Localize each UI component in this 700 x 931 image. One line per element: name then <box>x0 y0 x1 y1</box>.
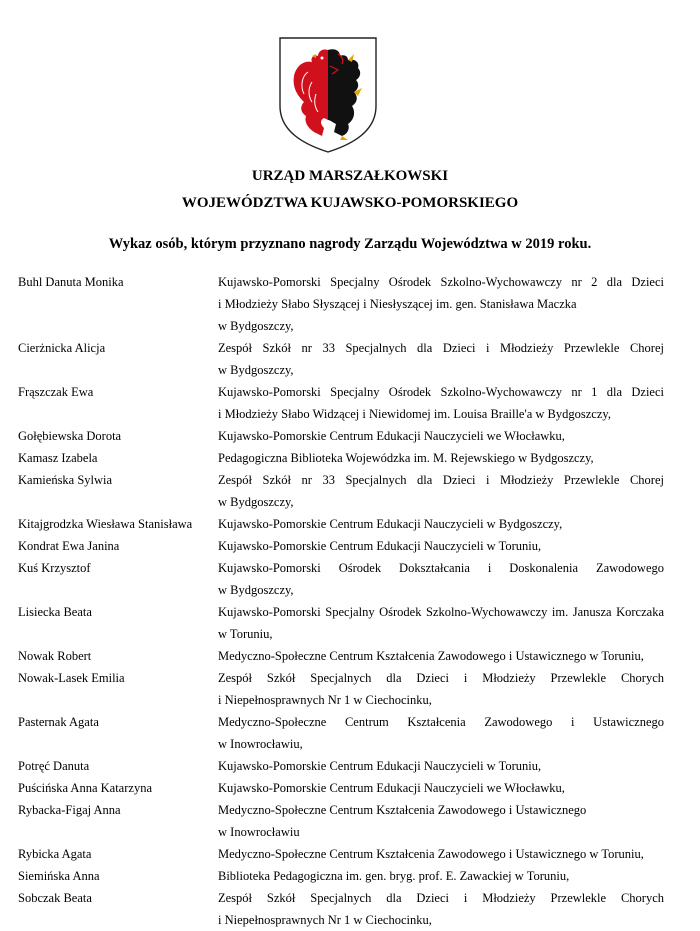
list-item <box>0 645 700 667</box>
institution-line: Kujawsko-Pomorski Ośrodek Dokształcania i Doskonalenia Zawodowego <box>218 561 664 575</box>
person-name: Siemińska Anna <box>18 869 100 883</box>
list-item <box>0 667 700 711</box>
institution <box>218 755 664 777</box>
list-item <box>0 843 700 865</box>
institution <box>218 535 664 557</box>
institution-line: Kujawsko-Pomorski Specjalny Ośrodek Szkolno-Wychowawczy im. Janusza Korczaka <box>218 605 664 619</box>
institution <box>218 843 664 865</box>
list-item <box>0 601 700 645</box>
institution-line: w Toruniu, <box>218 627 273 641</box>
list-item <box>0 799 700 843</box>
person-name: Gołębiewska Dorota <box>18 429 122 443</box>
person-name: Kondrat Ewa Janina <box>18 539 120 553</box>
institution <box>218 645 664 667</box>
institution-line: Zespół Szkół Specjalnych dla Dzieci i Młodzieży Przewlekle Chorych <box>218 671 664 685</box>
institution-line: Kujawsko-Pomorskie Centrum Edukacji Nauczycieli we Włocławku, <box>218 781 565 795</box>
list-item <box>0 887 700 931</box>
institution <box>218 601 664 645</box>
list-item <box>0 337 700 381</box>
list-item <box>0 425 700 447</box>
person-name: Kuś Krzysztof <box>18 561 91 575</box>
person-name: Nowak-Lasek Emilia <box>18 671 125 685</box>
coat-of-arms-icon <box>278 36 378 154</box>
person-name: Cierżnicka Alicja <box>18 341 106 355</box>
institution-line: Kujawsko-Pomorski Specjalny Ośrodek Szkolno-Wychowawczy nr 2 dla Dzieci <box>218 275 664 289</box>
institution-line: Biblioteka Pedagogiczna im. gen. bryg. prof. E. Zawackiej w Toruniu, <box>218 869 570 883</box>
person-name: Puścińska Anna Katarzyna <box>18 781 152 795</box>
person-name: Rybicka Agata <box>18 847 92 861</box>
awardees-list <box>0 271 700 931</box>
list-item <box>0 711 700 755</box>
institution <box>218 337 664 381</box>
institution <box>218 381 664 425</box>
institution <box>218 865 664 887</box>
institution-line: Zespół Szkół nr 33 Specjalnych dla Dzieci i Młodzieży Przewlekle Chorej <box>218 341 664 355</box>
institution-line: Medyczno-Społeczne Centrum Kształcenia Zawodowego i Ustawicznego <box>218 715 664 729</box>
institution <box>218 557 664 601</box>
list-item <box>0 755 700 777</box>
document-title: Wykaz osób, którym przyznano nagrody Zarządu Województwa w 2019 roku. <box>108 236 592 252</box>
person-name: Rybacka-Figaj Anna <box>18 803 121 817</box>
institution <box>218 425 664 447</box>
institution <box>218 711 664 755</box>
person-name: Pasternak Agata <box>18 715 99 729</box>
institution-line: Kujawsko-Pomorskie Centrum Edukacji Nauczycieli w Toruniu, <box>218 759 542 773</box>
institution-line: Medyczno-Społeczne Centrum Kształcenia Zawodowego i Ustawicznego w Toruniu, <box>218 649 644 663</box>
list-item <box>0 271 700 337</box>
institution-line: i Młodzieży Słabo Widzącej i Niewidomej im. Louisa Braille'a w Bydgoszczy, <box>218 407 611 421</box>
institution <box>218 469 664 513</box>
institution-line: Kujawsko-Pomorskie Centrum Edukacji Nauczycieli w Bydgoszczy, <box>218 517 563 531</box>
institution-line: Medyczno-Społeczne Centrum Kształcenia Zawodowego i Ustawicznego w Toruniu, <box>218 847 644 861</box>
person-name: Kitajgrodzka Wiesława Stanisława <box>18 517 193 531</box>
institution-line: w Inowrocławiu, <box>218 737 303 751</box>
institution-line: Kujawsko-Pomorskie Centrum Edukacji Nauczycieli we Włocławku, <box>218 429 565 443</box>
list-item <box>0 535 700 557</box>
institution-line: i Młodzieży Słabo Słyszącej i Niesłyszącej im. gen. Stanisława Maczka <box>218 297 577 311</box>
institution <box>218 667 664 711</box>
institution-line: w Bydgoszczy, <box>218 495 294 509</box>
institution-line: Medyczno-Społeczne Centrum Kształcenia Zawodowego i Ustawicznego <box>218 803 587 817</box>
institution-line: Zespół Szkół nr 33 Specjalnych dla Dzieci i Młodzieży Przewlekle Chorej <box>218 473 664 487</box>
voivodeship-name: WOJEWÓDZTWA KUJAWSKO-POMORSKIEGO <box>181 195 519 211</box>
institution <box>218 777 664 799</box>
institution-line: i Niepełnosprawnych Nr 1 w Ciechocinku, <box>218 913 432 927</box>
institution <box>218 271 664 337</box>
list-item <box>0 865 700 887</box>
institution <box>218 513 664 535</box>
person-name: Frąszczak Ewa <box>18 385 94 399</box>
list-item <box>0 469 700 513</box>
office-name: URZĄD MARSZAŁKOWSKI <box>251 168 449 184</box>
person-name: Potręć Danuta <box>18 759 90 773</box>
institution-line: w Inowrocławiu <box>218 825 300 839</box>
person-name: Buhl Danuta Monika <box>18 275 124 289</box>
institution-line: Zespół Szkół Specjalnych dla Dzieci i Młodzieży Przewlekle Chorych <box>218 891 664 905</box>
person-name: Lisiecka Beata <box>18 605 92 619</box>
institution-line: i Niepełnosprawnych Nr 1 w Ciechocinku, <box>218 693 432 707</box>
institution-line: w Bydgoszczy, <box>218 319 294 333</box>
list-item <box>0 447 700 469</box>
person-name: Sobczak Beata <box>18 891 92 905</box>
institution-line: Pedagogiczna Biblioteka Wojewódzka im. M. Rejewskiego w Bydgoszczy, <box>218 451 594 465</box>
institution-line: Kujawsko-Pomorskie Centrum Edukacji Nauczycieli w Toruniu, <box>218 539 542 553</box>
institution-line: Kujawsko-Pomorski Specjalny Ośrodek Szkolno-Wychowawczy nr 1 dla Dzieci <box>218 385 664 399</box>
list-item <box>0 513 700 535</box>
person-name: Nowak Robert <box>18 649 92 663</box>
list-item <box>0 777 700 799</box>
institution-line: w Bydgoszczy, <box>218 583 294 597</box>
list-item <box>0 381 700 425</box>
person-name: Kamieńska Sylwia <box>18 473 113 487</box>
institution <box>218 447 664 469</box>
institution <box>218 887 664 931</box>
list-item <box>0 557 700 601</box>
institution-line: w Bydgoszczy, <box>218 363 294 377</box>
institution <box>218 799 664 843</box>
person-name: Kamasz Izabela <box>18 451 98 465</box>
